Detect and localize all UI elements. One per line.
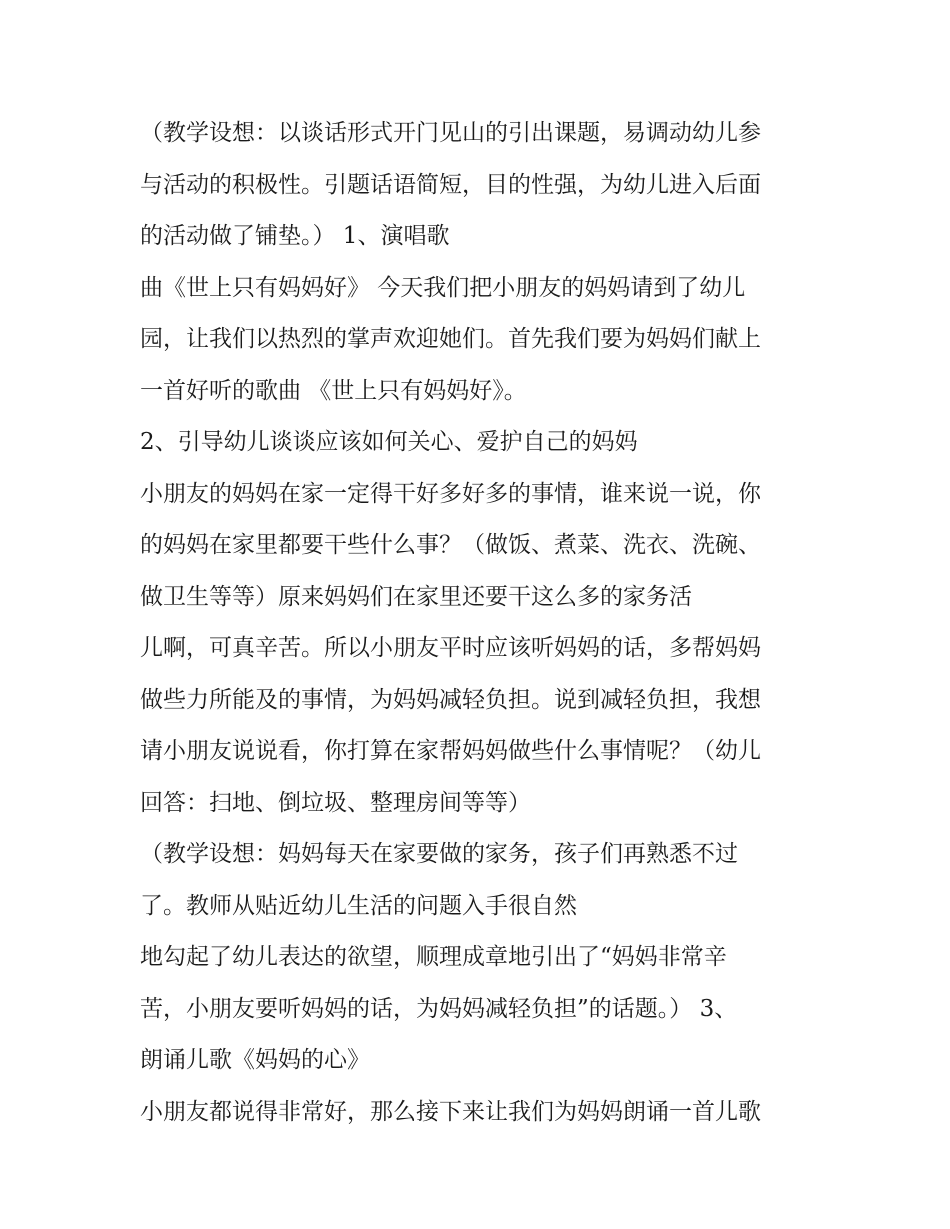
document-body xyxy=(140,108,820,1138)
text-line: 的活动做了铺垫。） 1、演唱歌 xyxy=(140,223,450,249)
text-line: 曲《世上只有妈妈好》 今天我们把小朋友的妈妈请到了幼儿 xyxy=(140,274,746,301)
text-line: 儿啊，可真辛苦。所以小朋友平时应该听妈妈的话，多帮妈妈 xyxy=(140,635,761,661)
text-line: 小朋友都说得非常好，那么接下来让我们为妈妈朗诵一首儿歌 xyxy=(140,1098,761,1125)
text-line: 苦，小朋友要听妈妈的话，为妈妈减轻负担”的话题。） 3、 xyxy=(140,995,738,1022)
section-heading: 朗诵儿歌《妈妈的心》 xyxy=(140,1047,370,1073)
section-heading: 2、引导幼儿谈谈应该如何关心、爱护自己的妈妈 xyxy=(140,429,638,455)
text-line: （教学设想：以谈话形式开门见山的引出课题，易调动幼儿参 xyxy=(140,120,761,146)
text-line: 了。教师从贴近幼儿生活的问题入手很自然 xyxy=(140,892,577,919)
text-line: 园，让我们以热烈的掌声欢迎她们。首先我们要为妈妈们献上 xyxy=(140,326,761,352)
text-line: 地勾起了幼儿表达的欲望，顺理成章地引出了“妈妈非常辛 xyxy=(140,944,727,970)
text-line: 一首好听的歌曲 《世上只有妈妈好》。 xyxy=(140,377,527,404)
text-line: 的妈妈在家里都要干些什么事？（做饭、煮菜、洗衣、洗碗、 xyxy=(140,532,761,558)
text-line: （教学设想：妈妈每天在家要做的家务，孩子们再熟悉不过 xyxy=(140,841,738,867)
text-line: 做卫生等等）原来妈妈们在家里还要干这么多的家务活 xyxy=(140,583,692,610)
text-line: 与活动的积极性。引题话语简短，目的性强，为幼儿进入后面 xyxy=(140,171,761,198)
text-line: 请小朋友说说看，你打算在家帮妈妈做些什么事情呢？（幼儿 xyxy=(140,738,761,764)
text-line: 回答：扫地、倒垃圾、整理房间等等） xyxy=(140,789,531,816)
text-line: 做些力所能及的事情，为妈妈减轻负担。说到减轻负担，我想 xyxy=(140,686,761,713)
text-line: 小朋友的妈妈在家一定得干好多好多的事情，谁来说一说，你 xyxy=(140,480,761,507)
